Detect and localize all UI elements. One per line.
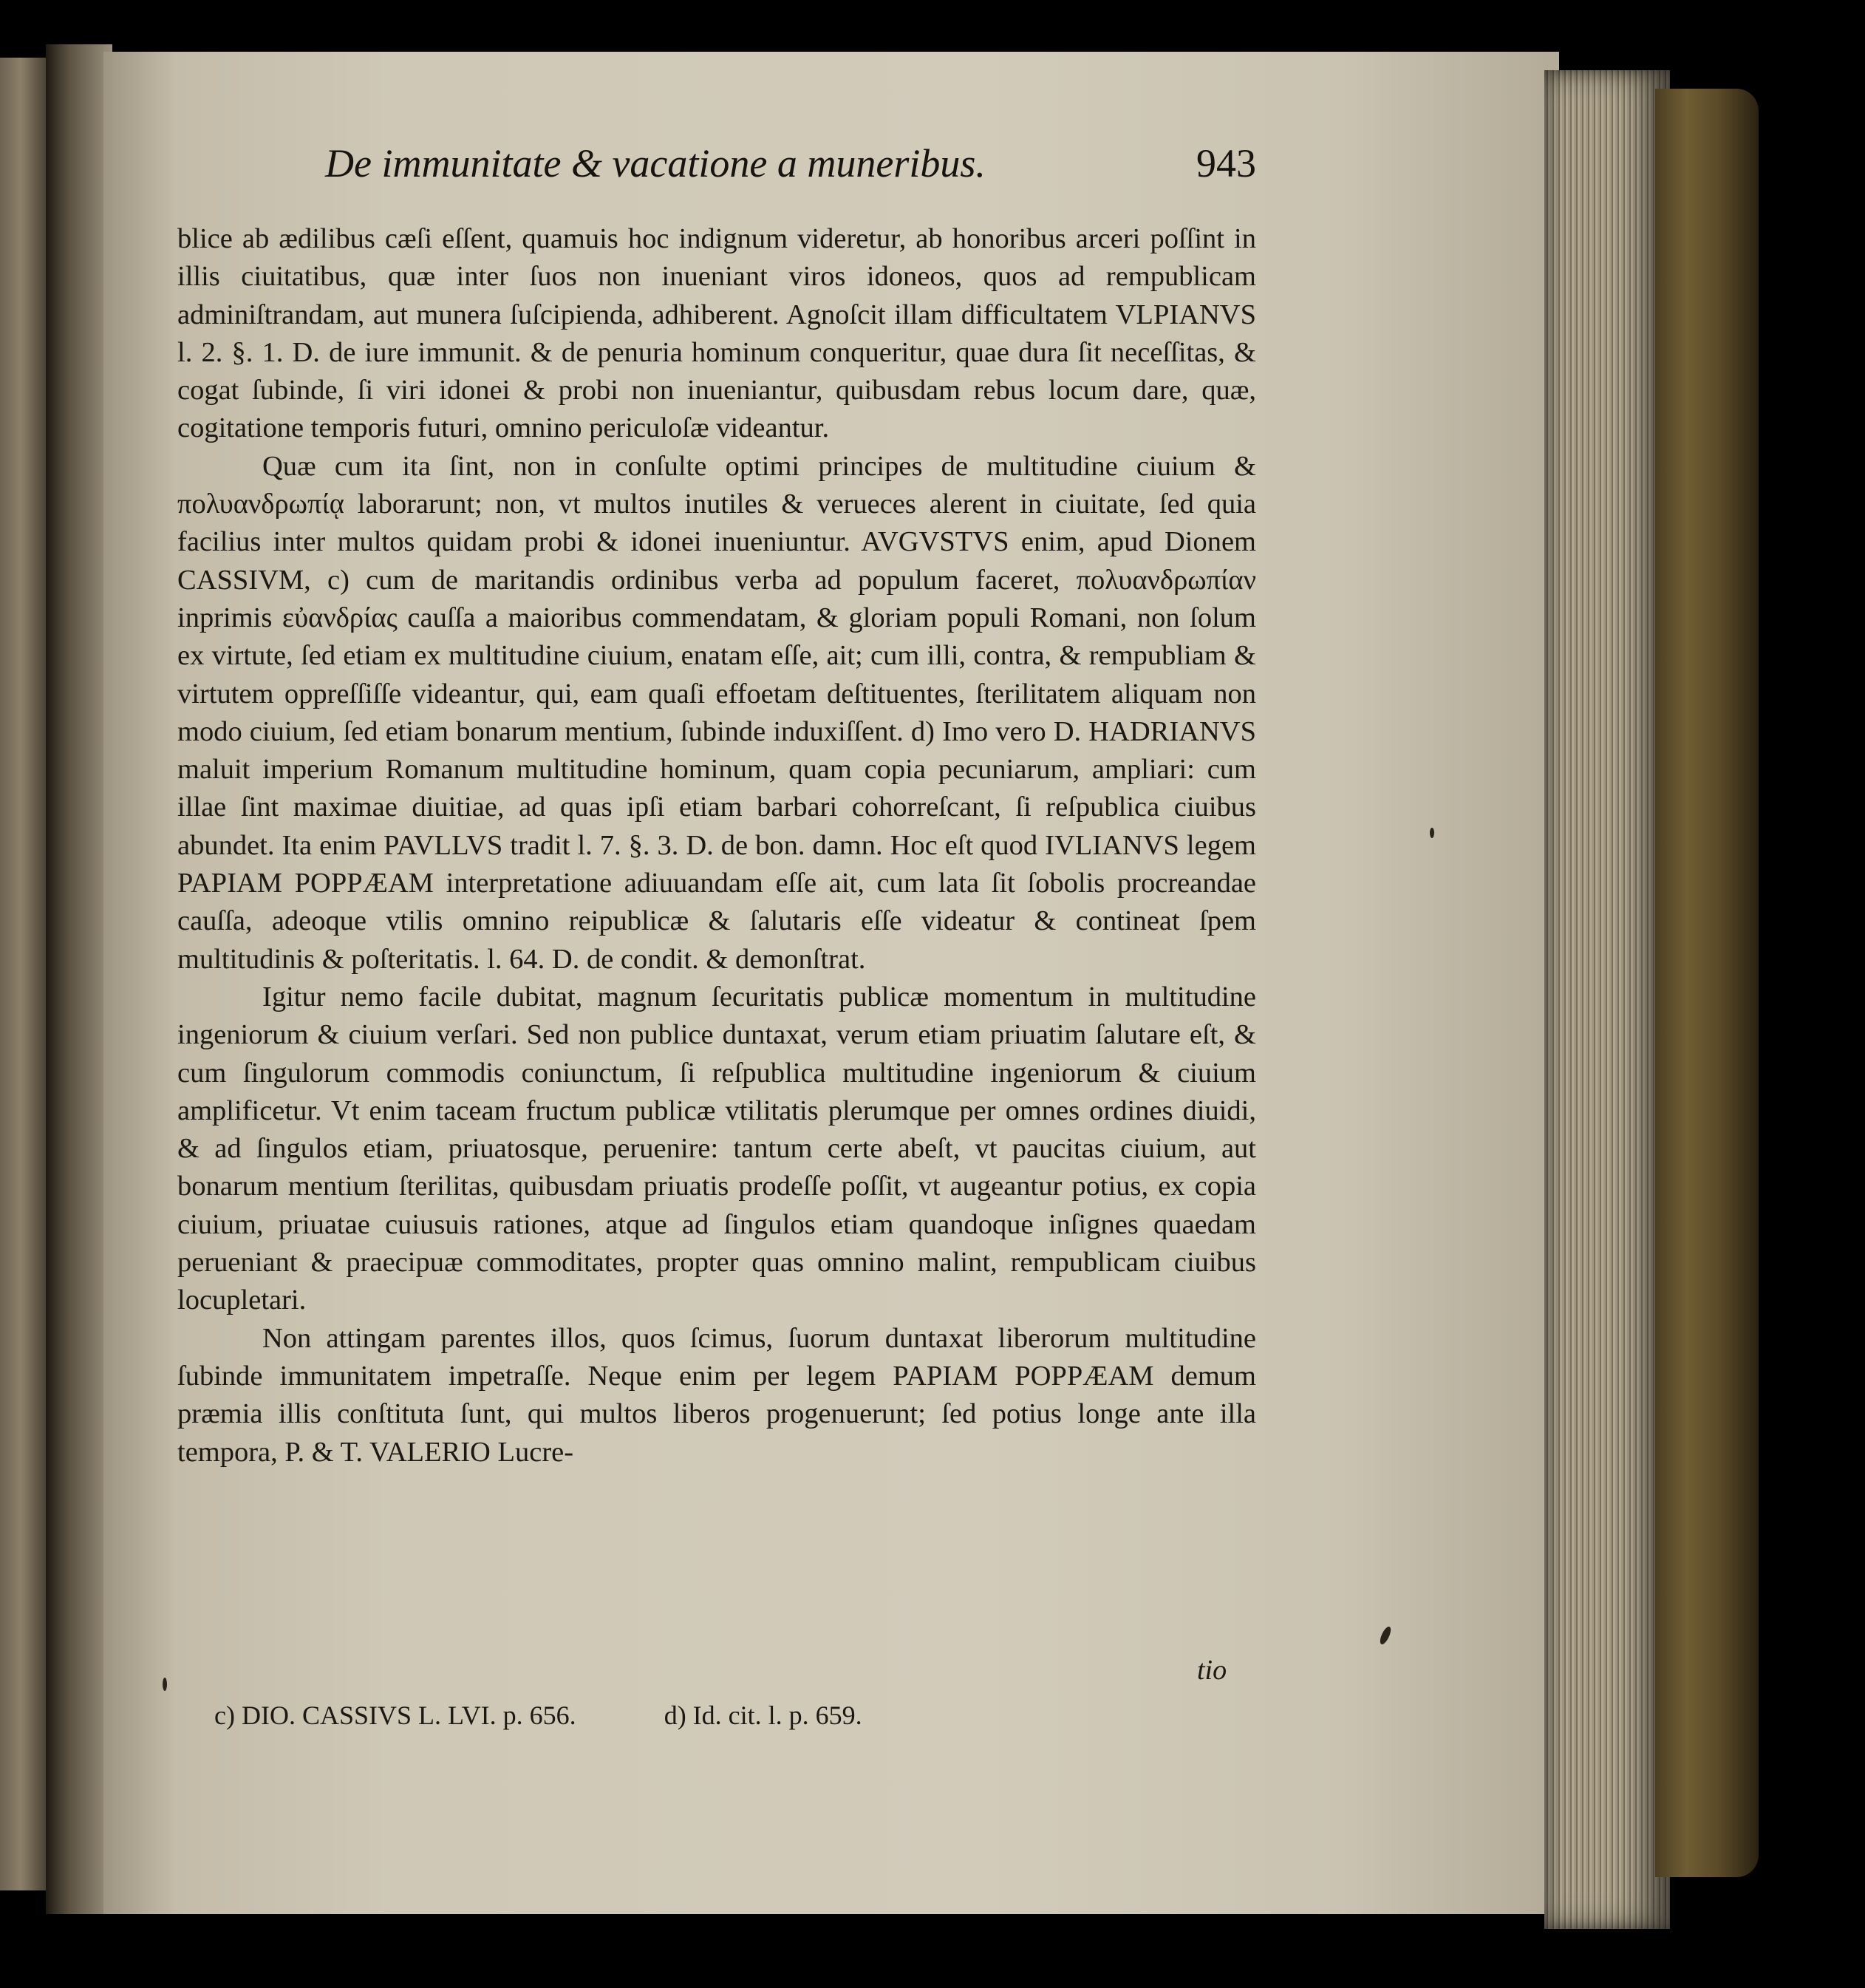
paragraph-3: Igitur nemo facile dubitat, magnum ſecuritatis publicæ momentum in multitudine ingeniorum & ciuium verſari. Sed non publice duntaxat, verum etiam priuatim ſalutare eſt, & cum ſingulorum commodis coniunctum, ſi reſpublica multitudine ingeniorum & ciuium amplificetur. Vt enim taceam fructum publicæ vtilitatis plerumque per omnes ordines diuidi, & ad ſingulos etiam, priuatosque, peruenire: tantum certe abeſt, vt paucitas ciuium, aut bonarum mentium ſterilitas, quibusdam priuatis prodeſſe poſſit, vt augeantur potius, ex copia ciuium, priuatae cuiusuis rationes, atque ad ſingulos etiam quandoque inſignes quaedam perueniant & praecipuæ commoditates, propter quas omnino malint, rempublicam ciuibus locupletari. — [177, 981, 1256, 1316]
body-text — [177, 220, 1256, 1471]
book-cover — [1655, 89, 1759, 1877]
page-text-block — [177, 140, 1256, 1471]
footnote-c: c) DIO. CASSIVS L. LVI. p. 656. — [214, 1701, 576, 1730]
ink-speck — [1430, 828, 1434, 838]
catchword: tio — [1197, 1655, 1227, 1686]
page-number: 943 — [1196, 141, 1256, 185]
running-head-title: De immunitate & vacatione a muneribus. — [325, 141, 986, 185]
ink-speck — [163, 1678, 167, 1691]
book-gutter — [46, 44, 112, 1914]
footnote-d: d) Id. cit. l. p. 659. — [664, 1701, 862, 1730]
paragraph-1: blice ab ædilibus cæſi eſſent, quamuis hoc indignum videretur, ab honoribus arceri poſſint in illis ciuitatibus, quæ inter ſuos non inueniant viros idoneos, quos ad rempublicam adminiſtrandam, aut munera ſuſcipienda, adhiberent. Agnoſcit illam difficultatem VLPIANVS l. 2. §. 1. D. de iure immunit. & de penuria hominum conqueritur, quae dura ſit neceſſitas, & cogat ſubinde, ſi viri idonei & probi non inueniantur, quibusdam rebus locum dare, quæ, cogitatione temporis futuri, omnino periculoſæ videantur. — [177, 223, 1256, 444]
footnotes — [214, 1700, 944, 1731]
previous-page-edge — [0, 58, 46, 1890]
page-fore-edge — [1544, 70, 1670, 1929]
paragraph-4: Non attingam parentes illos, quos ſcimus, ſuorum duntaxat liberorum multitudine ſubinde immunitatem impetraſſe. Neque enim per legem PAPIAM POPPÆAM demum præmia illis conſtituta ſunt, qui multos liberos progenuerunt; ſed potius longe ante illa tempora, P. & T. VALERIO Lucre- — [177, 1322, 1256, 1468]
paragraph-2: Quæ cum ita ſint, non in conſulte optimi principes de multitudine ciuium & πολυανδρωπίᾳ laborarunt; non, vt multos inutiles & verueces alerent in ciuitate, ſed quia facilius inter multos quidam probi & idonei inueniuntur. AVGVSTVS enim, apud Dionem CASSIVM, c) cum de maritandis ordinibus verba ad populum faceret, πολυανδρωπίαν inprimis εὐανδρίας cauſſa a maioribus commendatam, & gloriam populi Romani, non ſolum ex virtute, ſed etiam ex multitudine ciuium, enatam eſſe, ait; cum illi, contra, & rempubliam & virtutem oppreſſiſſe videantur, qui, eam quaſi effoetam deſtituentes, ſterilitatem aliquam non modo ciuium, ſed etiam bonarum mentium, ſubinde induxiſſent. d) Imo vero D. HADRIANVS maluit imperium Romanum multitudine hominum, quam copia pecuniarum, ampliari: cum illae ſint maximae diuitiae, ad quas ipſi etiam barbari cohorreſcant, ſi reſpublica ciuibus abundet. Ita enim PAVLLVS tradit l. 7. §. 3. D. de bon. damn. Hoc eſt quod IVLIANVS legem PAPIAM POPPÆAM interpretatione adiuuandam eſſe ait, cum lata ſit ſobolis procreandae cauſſa, adeoque vtilis omnino reipublicæ & ſalutaris eſſe videatur & contineat ſpem multitudinis & poſteritatis. l. 64. D. de condit. & demonſtrat. — [177, 450, 1256, 975]
running-header — [177, 140, 1256, 200]
